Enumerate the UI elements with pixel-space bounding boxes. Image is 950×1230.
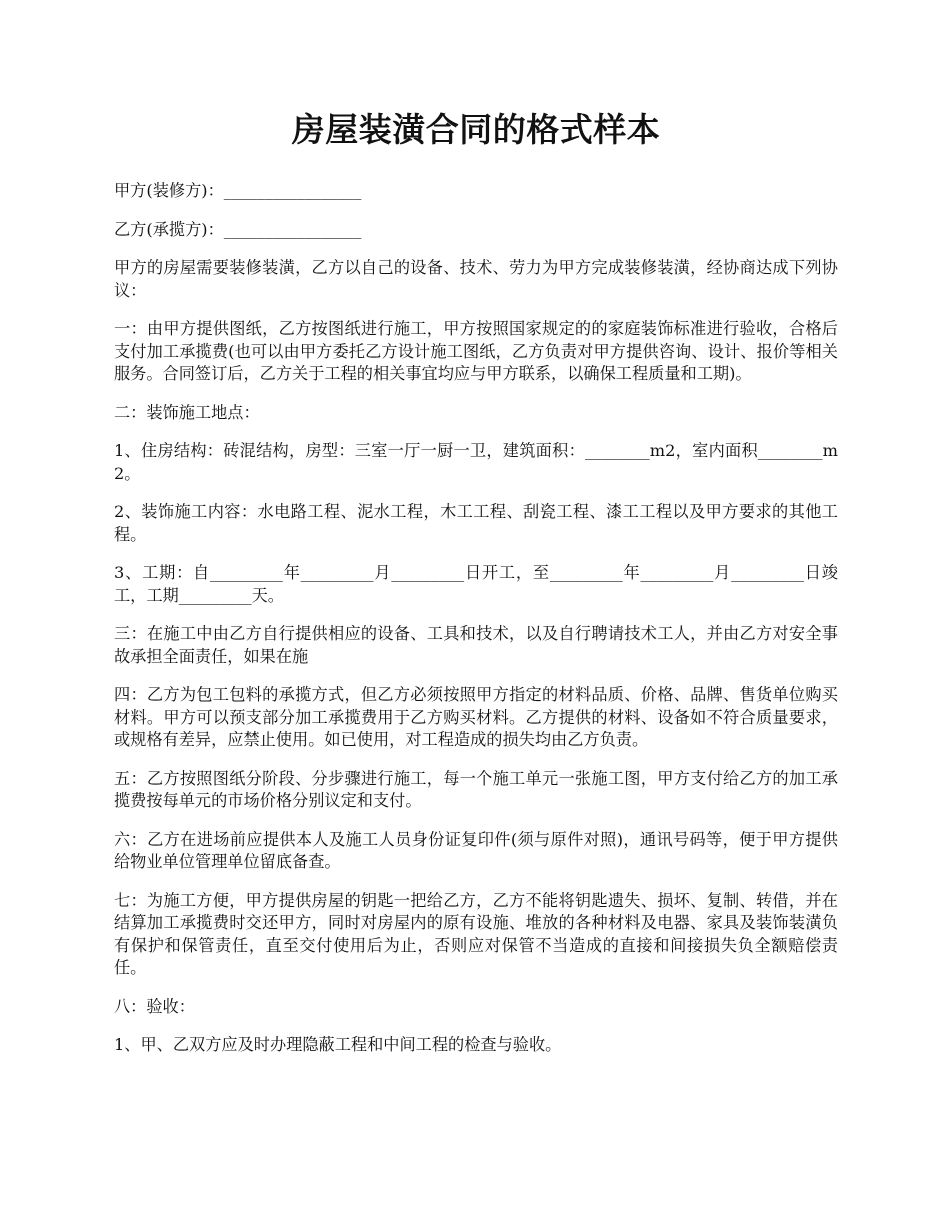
- clause-2-heading: 二：装饰施工地点：: [114, 402, 260, 422]
- clause-7: 七：为施工方便，甲方提供房屋的钥匙一把给乙方，乙方不能将钥匙遗失、损坏、复制、转借，并在结算加工承揽费时交还甲方，同时对房屋内的原有设施、堆放的各种材料及电器、家具及装饰装潢负有保护和保管责任，直至交付使用后为止，否则应对保管不当造成的直接和间接损失负全额赔偿责任。: [114, 890, 838, 977]
- document-body: [114, 180, 838, 1057]
- clause-8-heading: 八：验收：: [114, 996, 195, 1016]
- clause-1: 一：由甲方提供图纸，乙方按图纸进行施工，甲方按照国家规定的的家庭装饰标准进行验收，合格后支付加工承揽费(也可以由甲方委托乙方设计施工图纸，乙方负责对甲方提供咨询、设计、报价等相关服务。合同签订后，乙方关于工程的相关事宜均应与甲方联系，以确保工程质量和工期)。: [114, 319, 838, 383]
- clause-3: 三：在施工中由乙方自行提供相应的设备、工具和技术，以及自行聘请技术工人，并由乙方对安全事故承担全面责任，如果在施: [114, 624, 838, 666]
- clause-8-item-1: 1、甲、乙双方应及时办理隐蔽工程和中间工程的检查与验收。: [114, 1035, 562, 1054]
- party-b-line: 乙方(承揽方)：_________________: [114, 219, 362, 239]
- clause-5: 五：乙方按照图纸分阶段、分步骤进行施工，每一个施工单元一张施工图，甲方支付给乙方的加工承揽费按每单元的市场价格分别议定和支付。: [114, 768, 838, 810]
- clause-6: 六：乙方在进场前应提供本人及施工人员身份证复印件(须与原件对照)，通讯号码等，便于甲方提供给物业单位管理单位留底备查。: [114, 829, 838, 871]
- clause-2-item-3: 3、工期：自_________年_________月_________日开工，至_________年_________月_________日竣工，工期_________天。: [114, 563, 838, 605]
- document-title: 房屋装潢合同的格式样本: [291, 110, 661, 149]
- clause-4: 四：乙方为包工包料的承揽方式，但乙方必须按照甲方指定的材料品质、价格、品牌、售货单位购买材料。甲方可以预支部分加工承揽费用于乙方购买材料。乙方提供的材料、设备如不符合质量要求，或规格有差异，应禁止使用。如已使用，对工程造成的损失均由乙方负责。: [114, 685, 838, 749]
- preamble-paragraph: 甲方的房屋需要装修装潢，乙方以自己的设备、技术、劳力为甲方完成装修装潢，经协商达成下列协议：: [114, 258, 838, 300]
- clause-2-item-1: 1、住房结构：砖混结构，房型：三室一厅一厨一卫，建筑面积：________m2，室内面积________m2。: [114, 441, 838, 483]
- party-a-line: 甲方(装修方)：_________________: [114, 181, 362, 200]
- clause-2-item-2: 2、装饰施工内容：水电路工程、泥水工程，木工工程、刮瓷工程、漆工工程以及甲方要求的其他工程。: [114, 502, 838, 544]
